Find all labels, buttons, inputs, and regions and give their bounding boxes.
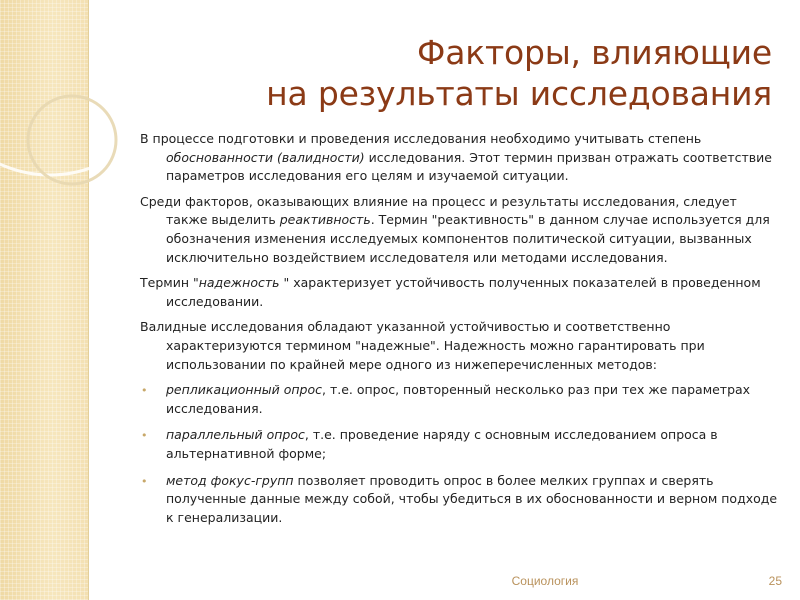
paragraph-reactivity	[140, 193, 780, 267]
bullet-replication-text: , т.е. опрос, повторенный несколько раз при тех же параметрах исследования.	[166, 382, 751, 416]
paragraph-reactivity-text-2: . Термин "реактивность" в данном случае используется для обозначения изменения исследуемых компонентов политической ситуации, вызванных исключительно воздействием исследователя или методами исследования.	[166, 212, 770, 265]
paragraph-reliability-emphasis: надежность	[198, 275, 280, 291]
bullet-replication-emphasis: репликационный опрос	[166, 382, 322, 398]
paragraph-methods-intro	[140, 318, 780, 374]
paragraph-validity-text-1: В процессе подготовки и проведения исследования необходимо учитывать степень	[140, 131, 702, 146]
title-block	[132, 32, 772, 114]
bullet-replication-survey	[140, 381, 780, 418]
bullet-dot-icon: •	[141, 474, 148, 488]
bullet-focus-groups-text: позволяет проводить опрос в более мелких группах и сверять полученные данные между собой, чтобы убедиться в их обоснованности и верном подходе к генерализации.	[166, 472, 778, 525]
slide-title	[132, 32, 772, 114]
footer-subject: Социология	[511, 574, 579, 588]
bullet-parallel-emphasis: параллельный опрос	[166, 427, 305, 443]
paragraph-methods-intro-text: Валидные исследования обладают указанной устойчивостью и соответственно характеризуются термином "надежные". Надежность можно гарантировать при использовании по крайней мере одного из нижеперечисленных методов:	[140, 319, 705, 372]
paragraph-reliability-text-1: Термин "	[140, 275, 199, 291]
bullet-dot-icon: •	[141, 429, 148, 443]
bullet-focus-groups	[140, 472, 780, 528]
slide-title-line2: на результаты исследования	[266, 74, 772, 113]
slide-content	[140, 130, 780, 535]
paragraph-validity	[140, 130, 780, 186]
paragraph-reactivity-emphasis: реактивность	[279, 212, 371, 228]
bullet-parallel-survey	[140, 426, 780, 463]
paragraph-reliability	[140, 274, 780, 311]
paragraph-reactivity-text-1: Среди факторов, оказывающих влияние на процесс и результаты исследования, следует также выделить	[140, 193, 737, 228]
slide-title-line1: Факторы, влияющие	[416, 33, 772, 72]
footer-page-number: 25	[768, 574, 782, 588]
bullet-dot-icon: •	[141, 384, 148, 398]
paragraph-validity-text-2: исследования. Этот термин призван отражать соответствие параметров исследования его целям и изучаемой ситуации.	[166, 149, 772, 184]
paragraph-validity-emphasis: обоснованности (валидности)	[166, 149, 365, 165]
bullet-parallel-text: , т.е. проведение наряду с основным исследованием опроса в альтернативной форме;	[166, 427, 718, 461]
bullet-focus-groups-emphasis: метод фокус-групп	[166, 472, 294, 488]
small-circle	[28, 96, 116, 184]
paragraph-reliability-text-2: " характеризует устойчивость полученных показателей в проведенном исследовании.	[166, 275, 761, 309]
